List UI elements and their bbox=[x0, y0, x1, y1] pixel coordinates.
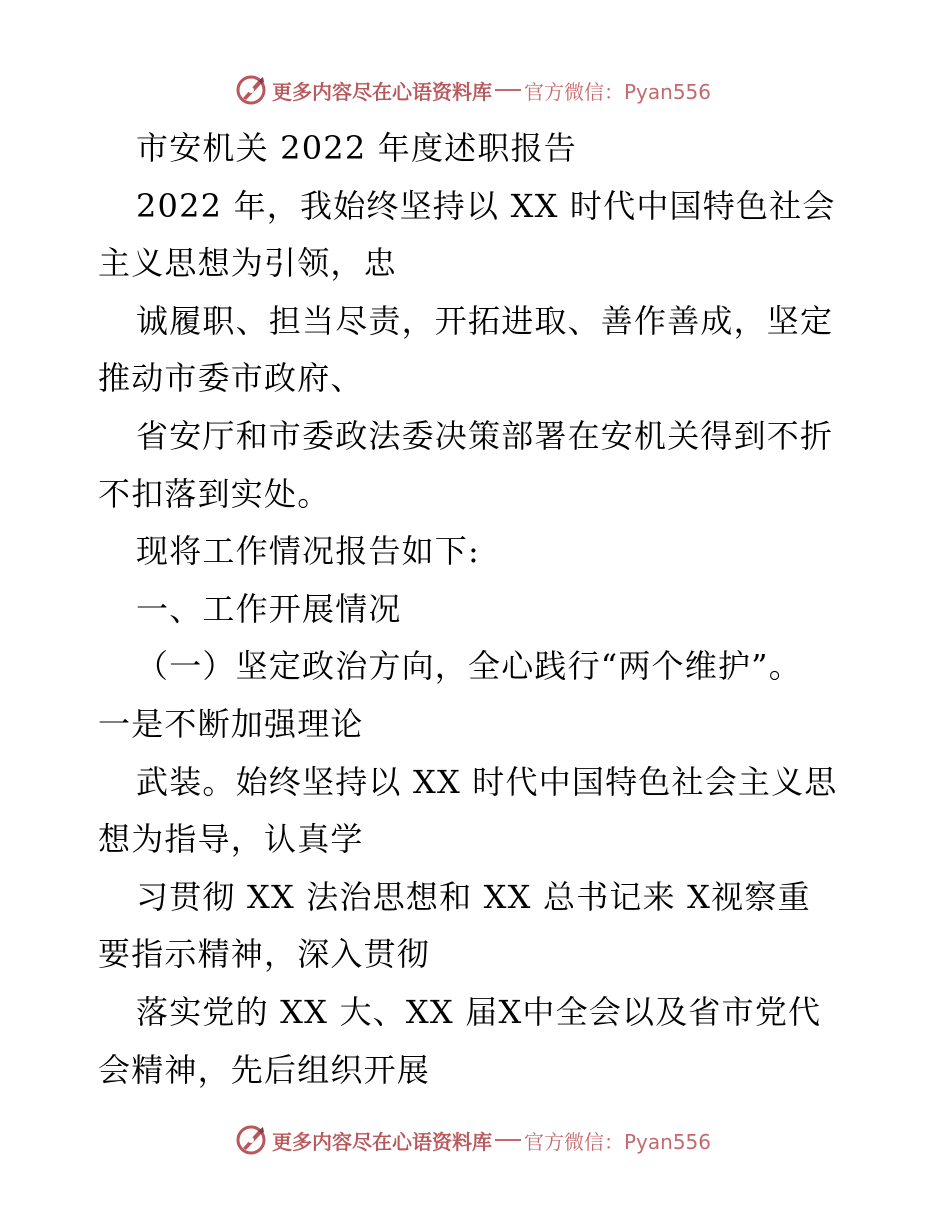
paragraph-line: 武装。始终坚持以 XX 时代中国特色社会主义思 bbox=[136, 762, 838, 801]
paragraph-line: 推动市委市政府、 bbox=[98, 359, 364, 398]
paragraph-line: 会精神，先后组织开展 bbox=[98, 1050, 431, 1089]
quill-pen-logo-icon bbox=[234, 1123, 268, 1157]
paragraph-line: 2022 年，我始终坚持以 XX 时代中国特色社会 bbox=[136, 186, 836, 225]
watermark-official-text: 官方微信：Pyan556 bbox=[524, 79, 712, 104]
paragraph-line: 习贯彻 XX 法治思想和 XX 总书记来 X视察重 bbox=[136, 877, 811, 916]
footer-watermark bbox=[234, 1122, 711, 1158]
document-body bbox=[98, 120, 858, 1099]
watermark-official-text: 官方微信：Pyan556 bbox=[524, 1129, 712, 1154]
paragraph-line: 现将工作情况报告如下: bbox=[136, 532, 480, 571]
paragraph-line: 想为指导，认真学 bbox=[98, 820, 364, 859]
paragraph-line: 省安厅和市委政法委决策部署在安机关得到不折 bbox=[136, 416, 834, 455]
paragraph-line: 要指示精神，深入贯彻 bbox=[98, 935, 431, 974]
watermark-brand-text: 更多内容尽在心语资料库 bbox=[272, 79, 492, 104]
watermark-divider bbox=[495, 89, 521, 91]
report-title: 市安机关 2022 年度述职报告 bbox=[136, 129, 577, 167]
subsection-heading: （一）坚定政治方向，全心践行“两个维护”。 bbox=[136, 647, 802, 686]
paragraph-line: 不扣落到实处。 bbox=[98, 474, 331, 513]
header-watermark bbox=[234, 72, 711, 108]
quill-pen-logo-icon bbox=[234, 73, 268, 107]
paragraph-line: 主义思想为引领，忠 bbox=[98, 244, 397, 283]
section-heading: 一、工作开展情况 bbox=[136, 589, 402, 628]
watermark-divider bbox=[495, 1139, 521, 1141]
paragraph-line: 落实党的 XX 大、XX 届X中全会以及省市党代 bbox=[136, 992, 822, 1031]
paragraph-line: 一是不断加强理论 bbox=[98, 704, 364, 743]
paragraph-line: 诚履职、担当尽责，开拓进取、善作善成，坚定 bbox=[136, 301, 834, 340]
watermark-brand-text: 更多内容尽在心语资料库 bbox=[272, 1129, 492, 1154]
